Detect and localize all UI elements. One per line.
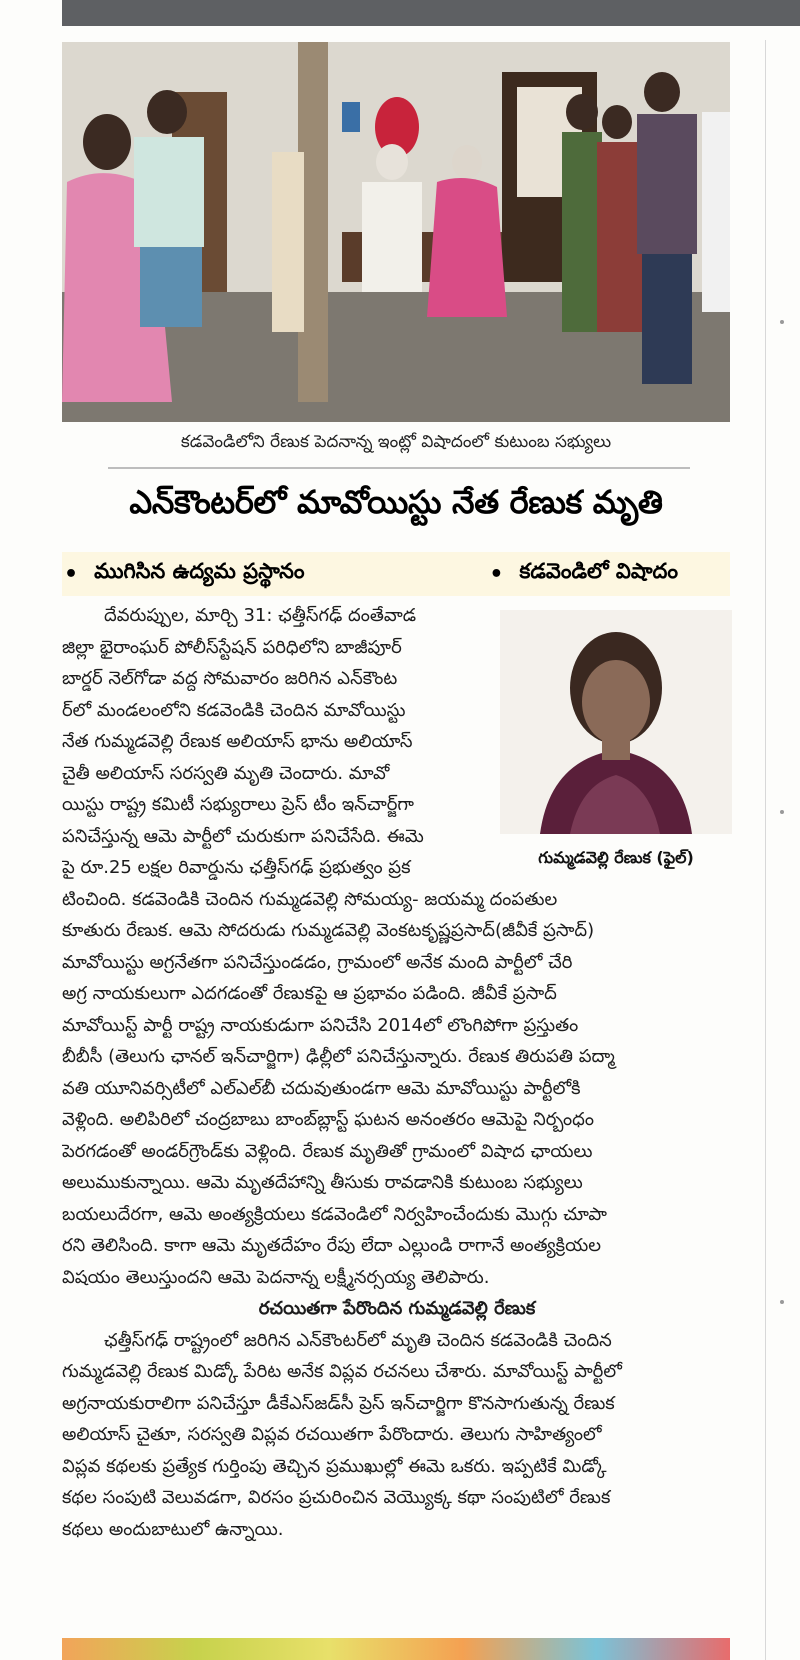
article-line: విప్లవ కథలకు ప్రత్యేక గుర్తింపు తెచ్చిన ప్రముఖుల్లో ఈమె ఒకరు. ఇప్పటికే మిడ్కో [62,1455,607,1477]
subhead-item-2 [489,559,678,589]
article-line: అలుముకున్నాయి. ఆమె మృతదేహాన్ని తీసుకు రావడానికి కుటుంబ సభ్యులు [62,1172,583,1193]
article-line: పెరగడంతో అండర్‌గ్రౌండ్‌కు వెళ్లింది. రేణుక మృతితో గ్రామంలో విషాద ఛాయలు [62,1140,593,1162]
edge-dot [780,1300,784,1304]
article-line: బీబీసీ (తెలుగు ఛానల్ ఇన్‌చార్జిగా) ఢిల్లీలో పనిచేస్తున్నారు. రేణుక తిరుపతి పద్మా [62,1046,615,1067]
caption-underline [108,467,690,469]
subhead-item-1 [64,559,305,589]
article-subtitle: రచయితగా పేరొందిన గుమ్మడవెల్లి రేణుక [258,1298,536,1319]
article-line: అలియాస్ చైతూ, సరస్వతి విప్లవ రచయితగా పేరొందారు. తెలుగు సాహిత్యంలో [62,1424,602,1445]
article-line: టించింది. కడవెండికి చెందిన గుమ్మడవెల్లి సోమయ్య- జయమ్మ దంపతుల [62,888,558,910]
subhead-bar [62,552,730,596]
article-narrow-column [62,600,492,884]
page-top-bar [62,0,800,26]
article-line: పనిచేస్తున్న ఆమె పార్టీలో చురుకుగా పనిచేసేది. ఈమె [62,825,424,847]
headline: ఎన్‌కౌంటర్‌లో మావోయిస్టు నేత రేణుక మృతి [129,483,663,521]
news-photo-illustration [62,42,730,422]
article-body [62,600,732,1545]
article-line: నేత గుమ్మడవెల్లి రేణుక అలియాస్ భాను అలియాస్ [62,731,413,752]
bullet-icon: • [489,561,504,587]
edge-dot [780,320,784,324]
article-line: కథలు అందుబాటులో ఉన్నాయి. [62,1518,284,1540]
article-line: ఛత్తీస్‌గఢ్ రాష్ట్రంలో జరిగిన ఎన్‌కౌంటర్‌లో మృతి చెందిన కడవెండికి చెందిన [104,1329,612,1351]
article-line: గుమ్మడవెల్లి రేణుక మిడ్కో పేరిట అనేక విప్లవ రచనలు చేశారు. మావోయిస్ట్ పార్టీలో [62,1361,622,1382]
article-line: చైతీ అలియాస్ సరస్వతి మృతి చెందారు. మావో [62,762,390,784]
article-line: ర్‌లో మండలంలోని కడవెండికి చెందిన మావోయిస్టు [62,699,406,721]
article-line: కథల సంపుటి వెలువడగా, విరసం ప్రచురించిన వెయ్యొక్క కథా సంపుటిలో రేణుక [62,1487,611,1508]
article-line: అగ్ర నాయకులుగా ఎదగడంతో రేణుకపై ఆ ప్రభావం పడింది. జీవీకే ప్రసాద్ [62,983,557,1004]
article-line: విషయం తెలుస్తుందని ఆమె పెదనాన్న లక్ష్మీనర్సయ్య తెలిపారు. [62,1266,490,1288]
article-tail-column [62,1325,732,1546]
photo-caption: కడవెండిలోని రేణుక పెదనాన్న ఇంట్లో విషాదంలో కుటుంబ సభ్యులు [180,432,612,452]
article-line: బార్డర్ నెల్‌గోడా వద్ద సోమవారం జరిగిన ఎన్‌కౌంట [62,668,398,689]
page-edge-marks [776,250,790,1600]
subhead-text-2: కడవెండిలో విషాదం [519,559,678,583]
article-line: అగ్రనాయకురాలిగా పనిచేస్తూ డీకేఎస్‌జడ్‌సీ ప్రెస్ ఇన్‌చార్జిగా కొనసాగుతున్న రేణుక [62,1392,615,1414]
article-line: జిల్లా భైరాంఘర్ పోలీస్‌స్టేషన్ పరిధిలోని బాజీపూర్ [62,636,402,658]
news-photo [62,42,730,422]
next-article-photo-strip [62,1638,730,1660]
article-line: దేవరుప్పుల, మార్చి 31: ఛత్తీస్‌గఢ్ దంతేవాడ [104,605,417,626]
article-line: రని తెలిసింది. కాగా ఆమె మృతదేహం రేపు లేదా ఎల్లుండి రాగానే అంత్యక్రియల [62,1235,601,1256]
bullet-icon: • [64,561,79,587]
edge-dot [780,810,784,814]
article-line: యిస్టు రాష్ట్ర కమిటీ సభ్యురాలు ప్రెస్ టీం ఇన్‌చార్జ్‌గా [62,794,414,815]
article-line: మావోయిస్ట్ పార్టీ రాష్ట్ర నాయకుడుగా పనిచేసి 2014లో లొంగిపోగా ప్రస్తుతం [62,1014,579,1036]
article-line: కూతురు రేణుక. ఆమె సోదరుడు గుమ్మడవెల్లి వెంకటకృష్ణప్రసాద్(జీవీకే ప్రసాద్) [62,920,595,941]
article-line: పై రూ.25 లక్షల రివార్డును ఛత్తీస్‌గఢ్ ప్రభుత్వం ప్రక [62,857,411,878]
column-divider [765,40,766,1660]
article-line: బయలుదేరగా, ఆమె అంత్యక్రియలు కడవెండిలో నిర్వహించేందుకు మొగ్గు చూపా [62,1203,607,1225]
profile-caption: గుమ్మడవెల్లి రేణుక (ఫైల్) [538,847,694,867]
article-line: వతి యూనివర్సిటీలో ఎల్‌ఎల్‌బీ చదువుతుండగా ఆమె మావోయిస్టు పార్టీలోకి [62,1077,581,1099]
photo-caption-row [62,424,730,464]
article-wide-column [62,884,732,1294]
article-line: వెళ్లింది. అలిపిరిలో చంద్రబాబు బాంబ్‌బ్లాస్ట్ ఘటన అనంతరం ఆమెపై నిర్బంధం [62,1109,594,1130]
article-line: మావోయిస్టు అగ్రనేతగా పనిచేస్తుండడం, గ్రామంలో అనేక మంది పార్టీలో చేరి [62,951,573,973]
subhead-text-1: ముగిసిన ఉద్యమ ప్రస్థానం [94,559,305,583]
